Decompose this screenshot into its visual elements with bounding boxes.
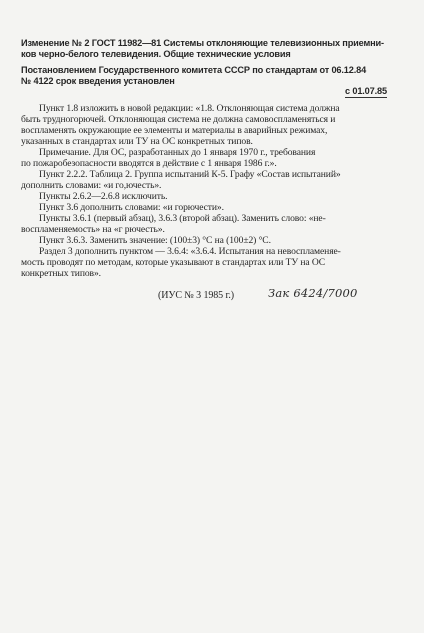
effective-date: с 01.07.85 (345, 86, 387, 96)
body-line-8: дополнить словами: «и го,ючесть». (21, 180, 162, 191)
amendment-title-line-1: Изменение № 2 ГОСТ 11982—81 Системы отклоняющие телевизионных приемни- (21, 38, 384, 48)
body-line-15: мость проводят по методам, которые указывают в стандартах или ТУ на ОС (21, 257, 326, 268)
handwritten-order-number: Зак 6424/7000 (268, 286, 358, 300)
body-line-14: Раздел 3 дополнить пунктом — 3.6.4: «3.6.4. Испытания на невоспламеняе- (39, 246, 341, 257)
body-line-9: Пункты 2.6.2—2.6.8 исключить. (39, 191, 168, 202)
body-line-12: воспламеняемость» на «г рючесть». (21, 224, 165, 235)
body-line-3: воспламенять окружающие ее элементы и материалы в аварийных режимах, (21, 125, 328, 136)
amendment-title-line-2: ков черно-белого телевидения. Общие технические условия (21, 49, 291, 59)
decree-line-2: № 4122 срок введения установлен (21, 76, 175, 86)
body-line-6: по пожаробезопасности вводятся в действие с 1 января 1986 г.». (21, 158, 277, 169)
body-line-2: быть трудногорючей. Отклоняющая система не должна самовоспламеняться и (21, 114, 336, 125)
body-line-1: Пункт 1.8 изложить в новой редакции: «1.8. Отклоняющая система должна (39, 103, 340, 114)
body-line-7: Пункт 2.2.2. Таблица 2. Группа испытаний К-5. Графу «Состав испытаний» (39, 169, 341, 180)
body-line-13: Пункт 3.6.3. Заменить значение: (100±3) °С на (100±2) °С. (39, 235, 271, 246)
publication-reference: (ИУС № 3 1985 г.) (158, 290, 234, 301)
body-line-4: указанных в стандартах или ТУ на ОС конкретных типов. (21, 136, 253, 147)
body-line-5: Примечание. Для ОС, разработанных до 1 января 1970 г., требования (39, 147, 316, 158)
body-line-10: Пункт 3.6 дополнить словами: «и горючести». (39, 202, 224, 213)
body-line-16: конкретных типов». (21, 268, 101, 279)
body-line-11: Пункты 3.6.1 (первый абзац), 3.6.3 (второй абзац). Заменить слово: «не- (39, 213, 326, 224)
decree-line-1: Постановлением Государственного комитета СССР по стандартам от 06.12.84 (21, 65, 367, 75)
